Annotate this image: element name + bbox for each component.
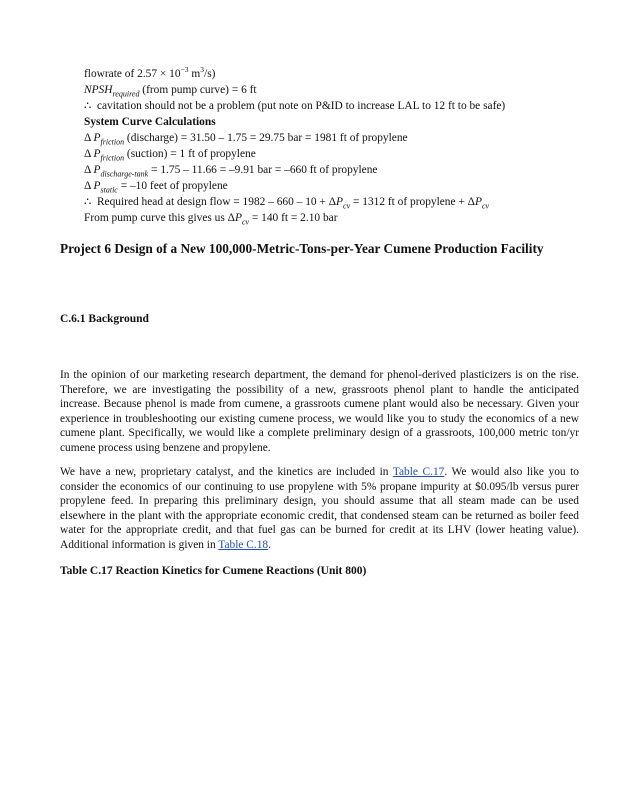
cv-subscript: cv — [481, 201, 490, 211]
system-curve-heading: System Curve Calculations — [84, 116, 216, 128]
paragraph-text: We have a new, proprietary catalyst, and the kinetics are included in — [60, 466, 393, 478]
background-paragraph-2 — [60, 465, 579, 553]
friction-subscript: friction — [100, 153, 125, 163]
npsh-variable: NPSH — [84, 84, 113, 96]
required-head-text: Required head at design flow = 1982 – 660 – 10 + Δ — [91, 196, 337, 208]
flowrate-text: flowrate of 2.57 × 10 — [84, 68, 181, 80]
flowrate-line — [84, 66, 604, 82]
pump-curve-result: = 140 ft = 2.10 bar — [249, 212, 338, 224]
friction-subscript: friction — [100, 137, 125, 147]
friction-discharge-line — [84, 130, 604, 146]
npsh-line — [84, 82, 604, 98]
p-variable: P — [93, 132, 101, 144]
delta-symbol: Δ — [84, 164, 94, 176]
friction-discharge-text: (discharge) = 31.50 – 1.75 = 29.75 bar = 1981 ft of propylene — [124, 132, 408, 144]
project-title: Project 6 Design of a New 100,000-Metric-Tons-per-Year Cumene Production Facility — [60, 241, 544, 256]
table-c17-link[interactable] — [393, 466, 445, 478]
delta-symbol: Δ — [84, 148, 94, 160]
flowrate-unit: m — [188, 68, 201, 80]
p-variable: P — [336, 196, 344, 208]
cavitation-text: cavitation should not be a problem (put note on P&ID to increase LAL to 12 ft to be safe) — [91, 100, 506, 112]
npsh-text: (from pump curve) = 6 ft — [139, 84, 257, 96]
cv-subscript: cv — [241, 217, 250, 227]
table-c18-link[interactable] — [218, 539, 268, 551]
friction-suction-text: (suction) = 1 ft of propylene — [124, 148, 256, 160]
calculation-block — [84, 66, 604, 226]
static-text: = –10 feet of propylene — [117, 180, 228, 192]
pump-curve-text: From pump curve this gives us Δ — [84, 212, 235, 224]
paragraph-end: . — [268, 538, 271, 551]
p-variable: P — [93, 180, 101, 192]
background-paragraph-1: In the opinion of our marketing research department, the demand for phenol-derived plasticizers is on the rise. Therefore, we are investigating the possibility of a new, grassroots phenol plant to handle the anticipated increase. Because phenol is made from cumene, a grassroots cumene plant would also be necessary. Given your experience in troubleshooting our existing cumene process, we would like you to study the economics of a new cumene plant. Specifically, we would like a complete preliminary design of a grassroots, 100,000 metric ton/yr cumene process using benzene and propylene. — [60, 369, 579, 454]
required-head-mid: = 1312 ft of propylene + Δ — [350, 196, 476, 208]
p-variable: P — [475, 196, 482, 208]
flowrate-exponent: −3 — [180, 65, 189, 75]
therefore-icon: ∴ — [84, 100, 92, 112]
pump-curve-line — [84, 210, 604, 226]
delta-symbol: Δ — [84, 132, 94, 144]
discharge-tank-subscript: discharge-tank — [100, 169, 149, 179]
p-variable: P — [93, 148, 101, 160]
npsh-subscript: required — [112, 89, 140, 99]
section-heading: C.6.1 Background — [60, 313, 149, 325]
link-word[interactable]: Table — [218, 538, 244, 551]
required-head-line — [84, 194, 604, 210]
therefore-icon: ∴ — [84, 196, 92, 208]
flowrate-unit-end: /s) — [204, 68, 216, 80]
cv-subscript: cv — [343, 201, 351, 211]
link-word[interactable]: Table — [392, 466, 418, 478]
flowrate-unit-exponent: 3 — [200, 65, 205, 75]
paragraph-text: . We would also like you to consider the economics of our continuing to use propylene with 5% propane impurity at $0.095/lb versus purer propylene feed. In preparing this preliminary design, you should assume that all steam made can be used elsewhere in the plant with the appropriate economic credit, that condensed steam can be returned as boiler feed water for the appropriate credit, and that fuel gas can be burned for credit at its LHV (lower heating value). Additional information is given in — [60, 466, 579, 551]
p-variable: P — [93, 164, 101, 176]
discharge-tank-line — [84, 162, 604, 178]
friction-suction-line — [84, 146, 604, 162]
link-ref[interactable]: C.18 — [246, 538, 269, 551]
table-caption: Table C.17 Reaction Kinetics for Cumene Reactions (Unit 800) — [60, 565, 367, 577]
discharge-tank-text: = 1.75 – 11.66 = –9.91 bar = –660 ft of propylene — [148, 164, 378, 176]
delta-symbol: Δ — [84, 180, 94, 192]
static-line — [84, 178, 604, 194]
p-variable: P — [234, 212, 242, 224]
link-ref[interactable]: C.17 — [422, 466, 445, 478]
static-subscript: static — [100, 185, 118, 195]
cavitation-line — [84, 98, 604, 114]
